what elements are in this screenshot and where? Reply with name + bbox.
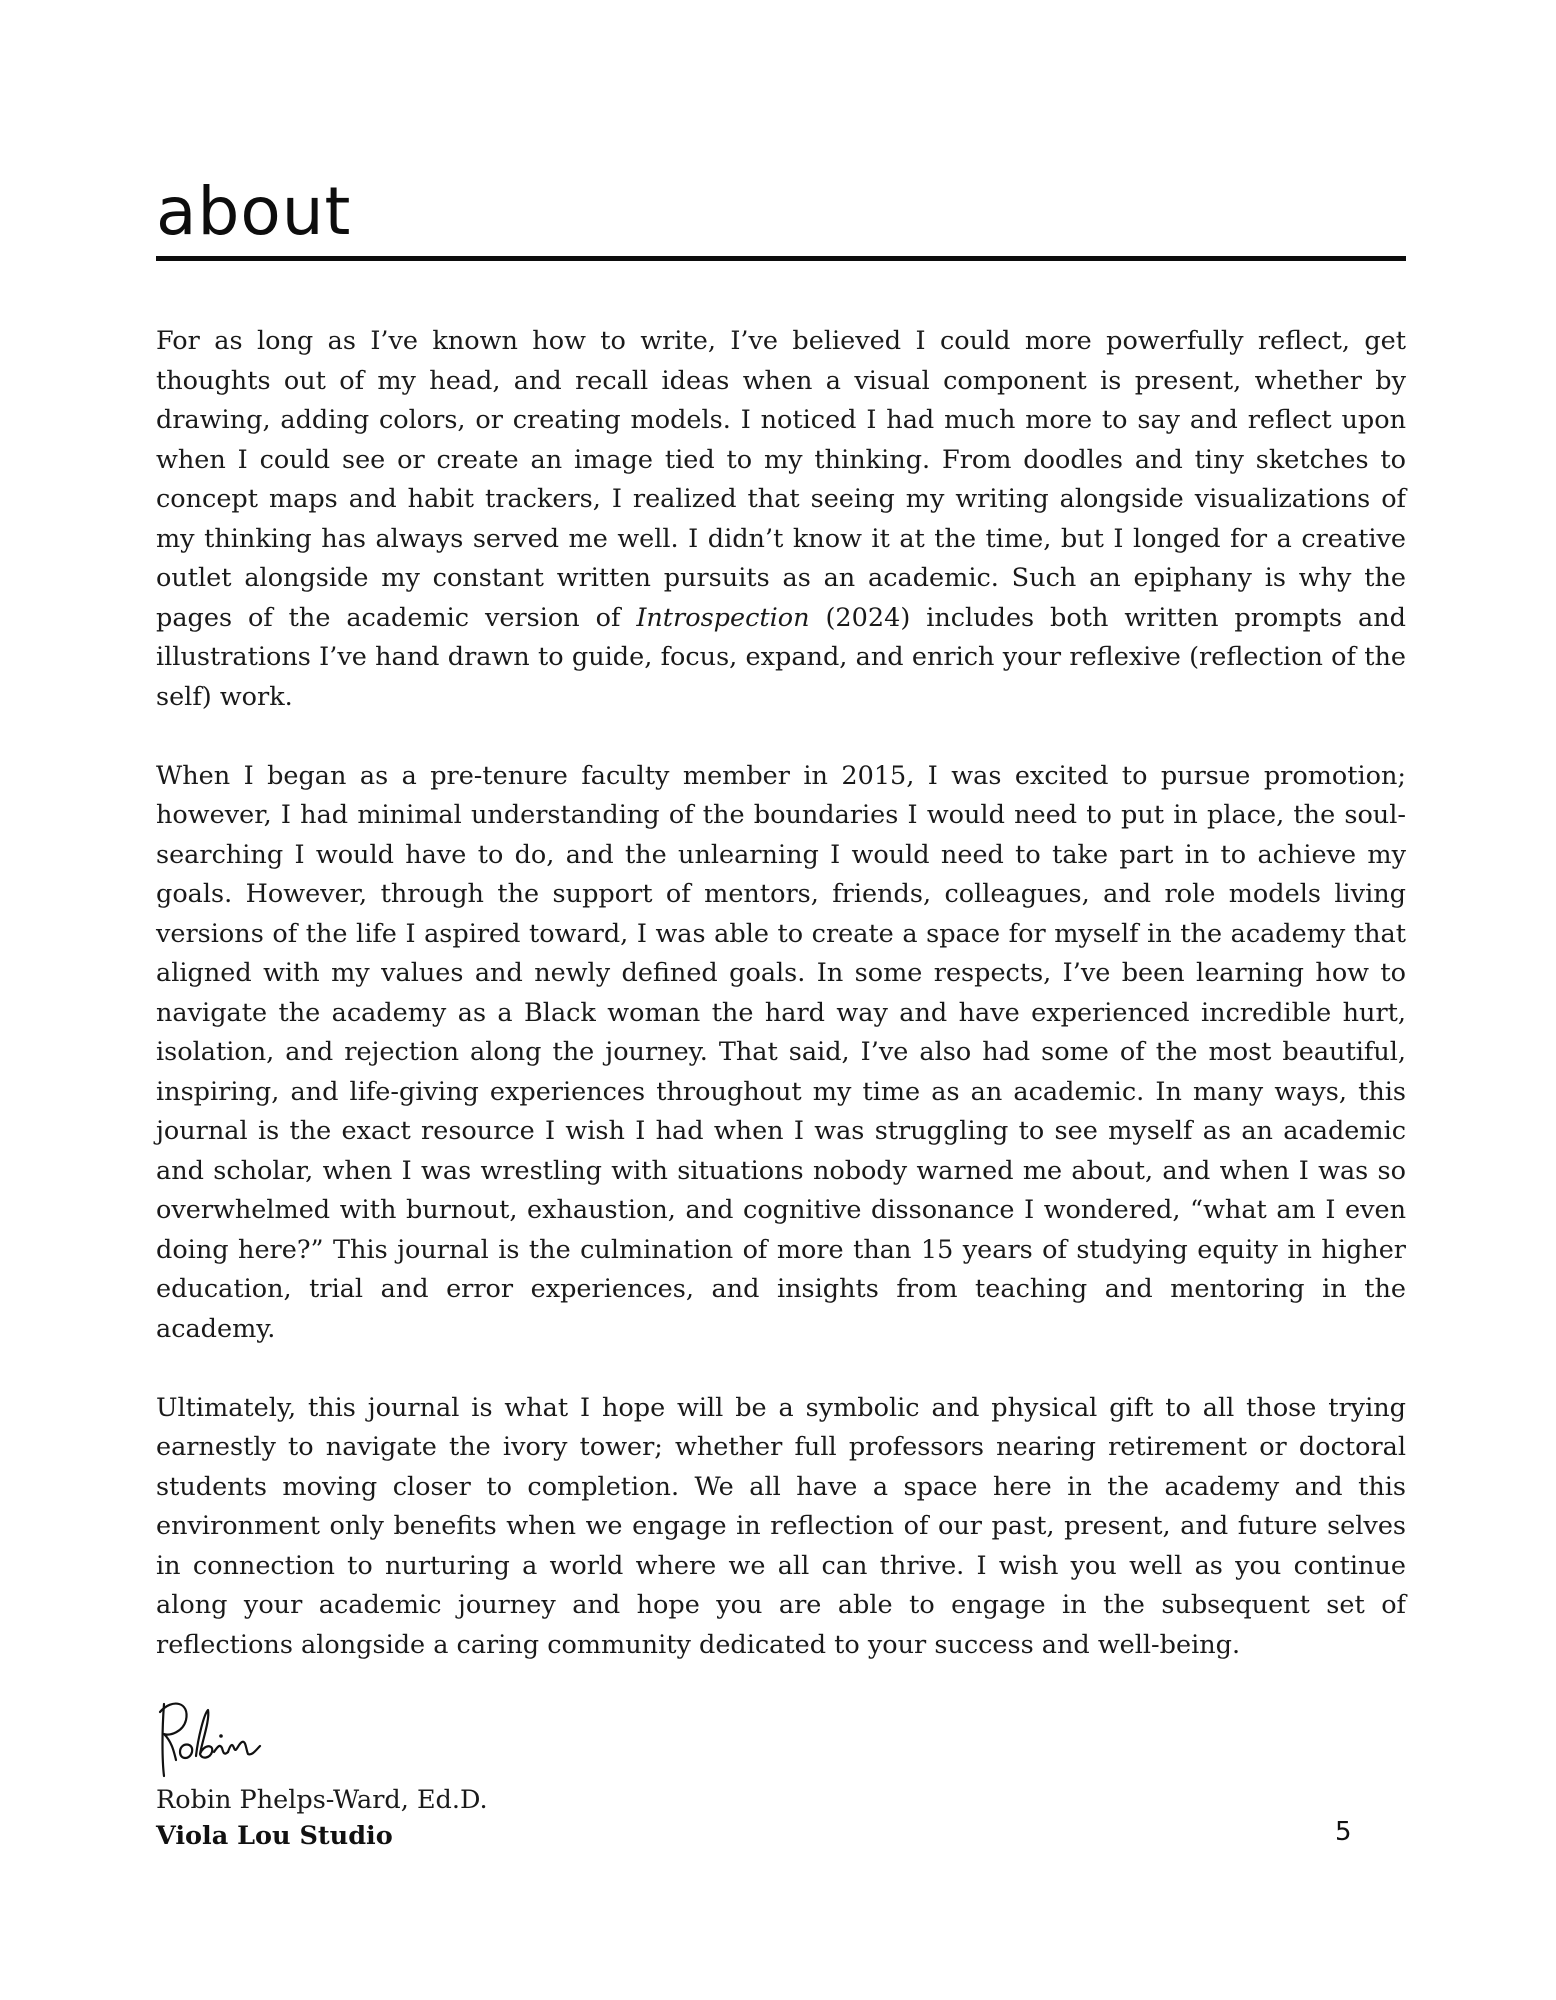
paragraph-2: When I began as a pre-tenure faculty member in 2015, I was excited to pursue promotion; however, I had minimal understanding of the boundaries I would need to put in place, the soul-searching I would have to do, and the unlearning I would need to take part in to achieve my goals. However, through the support of mentors, friends, colleagues, and role models living versions of the life I aspired toward, I was able to create a space for myself in the academy that aligned with my values and newly defined goals. In some respects, I’ve been learning how to navigate the academy as a Black woman the hard way and have experienced incredible hurt, isolation, and rejection along the journey. That said, I’ve also had some of the most beautiful, inspiring, and life-giving experiences throughout my time as an academic. In many ways, this journal is the exact resource I wish I had when I was struggling to see myself as an academic and scholar, when I was wrestling with situations nobody warned me about, and when I was so overwhelmed with burnout, exhaustion, and cognitive dissonance I wondered, “what am I even doing here?” This journal is the culmination of more than 15 years of studying equity in higher education, trial and error experiences, and insights from teaching and mentoring in the academy. (156, 760, 1406, 1344)
paragraph-1-text-before: For as long as I’ve known how to write, I’ve believed I could more powerfully reflect, get thoughts out of my head, and recall ideas when a visual component is present, whether by drawing, adding colors, or creating models. I noticed I had much more to say and reflect upon when I could see or create an image tied to my thinking. From doodles and tiny sketches to concept maps and habit trackers, I realized that seeing my writing alongside visualizations of my thinking has always served me well. I didn’t know it at the time, but I longed for a creative outlet alongside my constant written pursuits as an academic. Such an epiphany is why the pages of the academic version of (156, 326, 1406, 633)
body-text (156, 322, 1406, 1665)
title-underline (156, 256, 1406, 261)
paragraph-1 (156, 322, 1406, 717)
page-number: 5 (1335, 1817, 1352, 1847)
handwritten-signature (150, 1690, 270, 1782)
studio-name: Viola Lou Studio (156, 1821, 393, 1851)
book-title-introspection: Introspection (636, 602, 810, 633)
paragraph-1-text-after: (2024) includes both written prompts and illustrations I’ve hand drawn to guide, focus, expand, and enrich your reflexive (reflection of the self) work. (156, 602, 1406, 712)
page-title: about (156, 173, 352, 250)
paragraph-3: Ultimately, this journal is what I hope will be a symbolic and physical gift to all those trying earnestly to navigate the ivory tower; whether full professors nearing retirement or doctoral students moving closer to completion. We all have a space here in the academy and this environment only benefits when we engage in reflection of our past, present, and future selves in connection to nurturing a world where we all can thrive. I wish you well as you continue along your academic journey and hope you are able to engage in the subsequent set of reflections alongside a caring community dedicated to your success and well-being. (156, 1392, 1406, 1660)
author-name: Robin Phelps-Ward, Ed.D. (156, 1785, 488, 1815)
